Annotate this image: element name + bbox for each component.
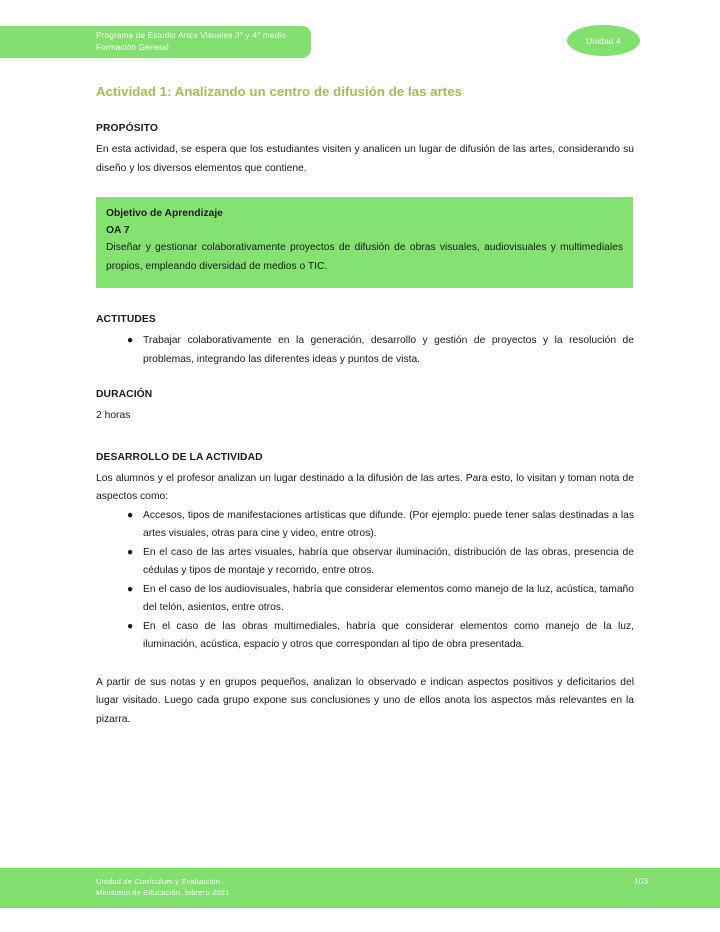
desarrollo-closing: A partir de sus notas y en grupos pequeños, analizan lo observado e indican aspectos positivos y deficitarios del lugar visitado. Luego cada grupo expone sus conclusiones y uno de ellos anota los aspectos más relevantes en la pizarra. xyxy=(96,676,634,725)
list-item-text: En el caso de las obras multimediales, habría que considerar elementos como manejo de la luz, iluminación, acústica, espacio y otros que correspondan al tipo de obra presentada. xyxy=(143,620,634,650)
objetivo-aprendizaje-box xyxy=(96,197,633,288)
desarrollo-list xyxy=(96,507,634,655)
bullet-icon: ● xyxy=(127,546,134,558)
footer-line-1: Unidad de Currículum y Evaluación xyxy=(96,877,221,886)
duracion-value: 2 horas xyxy=(96,410,131,421)
header-program-band xyxy=(0,26,311,58)
document-content xyxy=(96,84,634,729)
page-title: Actividad 1: Analizando un centro de difusión de las artes xyxy=(96,84,463,99)
bullet-icon: ● xyxy=(127,335,134,346)
bullet-icon: ● xyxy=(127,583,134,595)
header-program-line-2: Formación General xyxy=(96,42,169,52)
desarrollo-intro: Los alumnos y el profesor analizan un lugar destinado a la difusión de las artes. Para esto, lo visitan y toman nota de aspectos como: xyxy=(96,472,634,502)
footer-line-2: Ministerio de Educación, febrero 2021 xyxy=(96,888,230,897)
section-heading-actitudes: ACTITUDES xyxy=(96,314,156,325)
objetivo-code: OA 7 xyxy=(106,225,130,236)
list-item-text: En el caso de los audiovisuales, habría que considerar elementos como manejo de la luz, acústica, tamaño del telón, asientos, entre otros. xyxy=(143,583,634,613)
objetivo-heading: Objetivo de Aprendizaje xyxy=(106,208,223,219)
bullet-icon: ● xyxy=(127,620,134,632)
section-heading-duracion: DURACIÓN xyxy=(96,389,153,400)
list-item xyxy=(96,332,634,369)
bullet-icon: ● xyxy=(127,509,134,521)
proposito-text: En esta actividad, se espera que los estudiantes visiten y analicen un lugar de difusión de las artes, considerando su diseño y los diversos elementos que contiene. xyxy=(96,144,634,174)
list-item-text: En el caso de las artes visuales, habría que observar iluminación, distribución de las obras, presencia de cédulas y tipos de montaje y recorrido, entre otros. xyxy=(143,546,634,576)
objetivo-description: Diseñar y gestionar colaborativamente proyectos de difusión de obras visuales, audiovisuales y multimediales propios, empleando diversidad de medios o TIC. xyxy=(106,242,623,272)
footer-text xyxy=(96,876,230,898)
section-heading-proposito: PROPÓSITO xyxy=(96,123,158,134)
list-item xyxy=(96,581,634,618)
actitudes-list xyxy=(96,332,634,369)
list-item xyxy=(96,544,634,581)
list-item-text: Trabajar colaborativamente en la generación, desarrollo y gestión de proyectos y la resolución de problemas, integrando las diferentes ideas y puntos de vista. xyxy=(143,335,634,365)
unit-badge xyxy=(567,25,640,56)
list-item xyxy=(96,618,634,655)
unit-badge-label: Unidad 4 xyxy=(586,35,621,46)
list-item-text: Accesos, tipos de manifestaciones artísticas que difunde. (Por ejemplo: puede tener salas destinadas a las artes visuales, otras para cine y video, entre otros). xyxy=(143,509,634,539)
page-number: 103 xyxy=(634,876,648,886)
list-item xyxy=(96,507,634,544)
footer-band xyxy=(0,868,720,908)
section-heading-desarrollo: DESARROLLO DE LA ACTIVIDAD xyxy=(96,451,263,463)
header-program-line-1: Programa de Estudio Artes Visuales 3° y 4° medio xyxy=(96,31,286,40)
